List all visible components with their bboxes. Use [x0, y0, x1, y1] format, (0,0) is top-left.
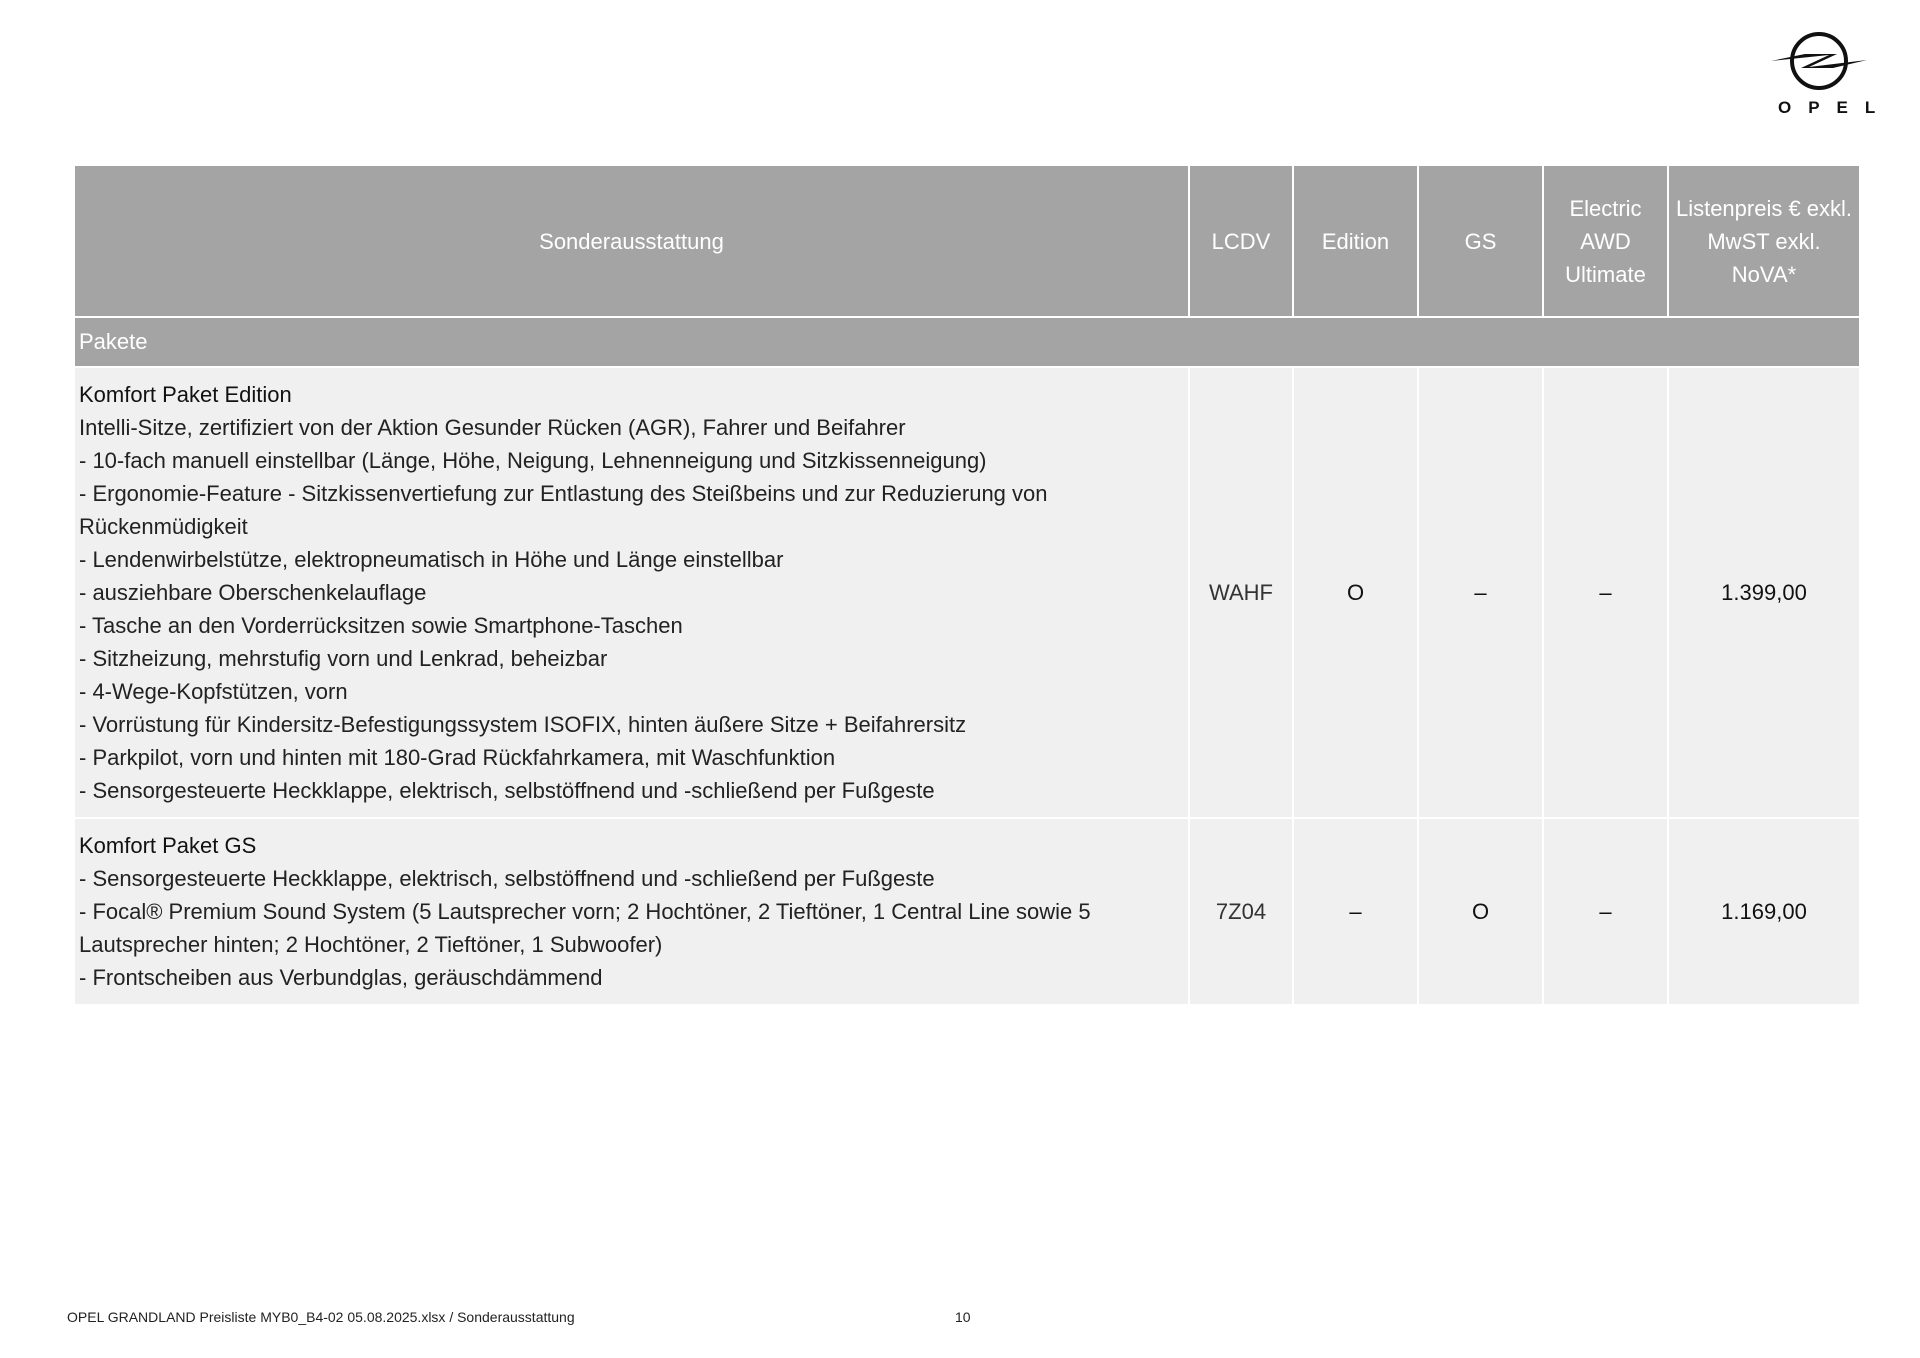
- item-price: 1.399,00: [1668, 367, 1860, 818]
- item-electric-availability: –: [1543, 818, 1668, 1005]
- item-title: Komfort Paket Edition: [79, 382, 292, 407]
- opel-logo: [1764, 30, 1893, 124]
- header-lcdv: LCDV: [1189, 165, 1293, 317]
- header-gs: GS: [1418, 165, 1543, 317]
- item-lcdv-code: WAHF: [1189, 367, 1293, 818]
- header-electric-awd-ultimate: Electric AWD Ultimate: [1543, 165, 1668, 317]
- table-row: [74, 367, 1860, 818]
- item-edition-availability: O: [1293, 367, 1418, 818]
- item-line: - Tasche an den Vorderrücksitzen sowie Smartphone-Taschen: [79, 613, 683, 638]
- table-header-row: [74, 165, 1860, 317]
- item-line: - Focal® Premium Sound System (5 Lautsprecher vorn; 2 Hochtöner, 2 Tieftöner, 1 Central Line sowie 5 Lautsprecher hinten; 2 Hochtöner, 2 Tieftöner, 1 Subwoofer): [79, 899, 1091, 957]
- page-number: 10: [955, 1309, 971, 1325]
- item-title: Komfort Paket GS: [79, 833, 257, 858]
- item-line: - Sensorgesteuerte Heckklappe, elektrisch, selbstöffnend und -schließend per Fußgeste: [79, 778, 935, 803]
- item-electric-availability: –: [1543, 367, 1668, 818]
- logo-wordmark: OPEL: [1778, 98, 1893, 117]
- item-line: - Vorrüstung für Kindersitz-Befestigungssystem ISOFIX, hinten äußere Sitze + Beifahrersitz: [79, 712, 967, 737]
- item-line: Intelli-Sitze, zertifiziert von der Aktion Gesunder Rücken (AGR), Fahrer und Beifahrer: [79, 415, 906, 440]
- item-description: [74, 367, 1189, 818]
- item-edition-availability: –: [1293, 818, 1418, 1005]
- table-row: [74, 818, 1860, 1005]
- item-line: - ausziehbare Oberschenkelauflage: [79, 580, 427, 605]
- footer-file-label: OPEL GRANDLAND Preisliste MYB0_B4-02 05.08.2025.xlsx / Sonderausstattung: [67, 1309, 575, 1325]
- options-price-table: [73, 164, 1861, 1006]
- item-price: 1.169,00: [1668, 818, 1860, 1005]
- item-line: - 4-Wege-Kopfstützen, vorn: [79, 679, 348, 704]
- header-edition: Edition: [1293, 165, 1418, 317]
- item-description: [74, 818, 1189, 1005]
- header-equipment: Sonderausstattung: [74, 165, 1189, 317]
- item-gs-availability: O: [1418, 818, 1543, 1005]
- item-line: - Ergonomie-Feature - Sitzkissenvertiefung zur Entlastung des Steißbeins und zur Reduzierung von Rückenmüdigkeit: [79, 481, 1048, 539]
- header-list-price: Listenpreis € exkl. MwST exkl. NoVA*: [1668, 165, 1860, 317]
- opel-blitz-icon: [1767, 30, 1871, 92]
- item-line: - Frontscheiben aus Verbundglas, geräuschdämmend: [79, 965, 603, 990]
- item-line: - Parkpilot, vorn und hinten mit 180-Grad Rückfahrkamera, mit Waschfunktion: [79, 745, 836, 770]
- item-line: - Sensorgesteuerte Heckklappe, elektrisch, selbstöffnend und -schließend per Fußgeste: [79, 866, 935, 891]
- section-label: Pakete: [74, 317, 1860, 367]
- item-line: - 10-fach manuell einstellbar (Länge, Höhe, Neigung, Lehnenneigung und Sitzkissenneigung): [79, 448, 987, 473]
- item-gs-availability: –: [1418, 367, 1543, 818]
- item-line: - Lendenwirbelstütze, elektropneumatisch in Höhe und Länge einstellbar: [79, 547, 784, 572]
- item-line: - Sitzheizung, mehrstufig vorn und Lenkrad, beheizbar: [79, 646, 608, 671]
- section-row-packages: [74, 317, 1860, 367]
- item-lcdv-code: 7Z04: [1189, 818, 1293, 1005]
